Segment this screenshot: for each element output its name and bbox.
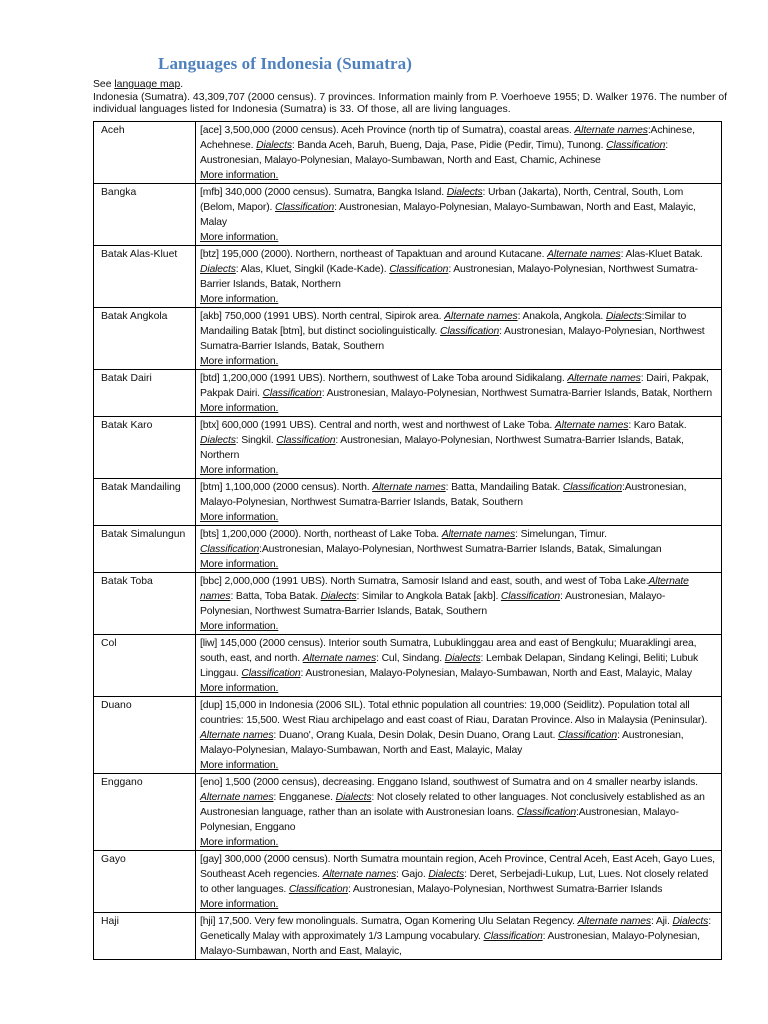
field-text: : Banda Aceh, Baruh, Bueng, Daja, Pase, Pidie (Pedir, Timu), Tunong. — [291, 140, 607, 151]
language-description — [196, 774, 722, 851]
more-information-link[interactable]: More information. — [200, 512, 279, 523]
field-text: : Austronesian, Malayo-Polynesian, Malayo-Sumbawan, North and East, Malayic, Malay — [200, 730, 684, 756]
language-map-link[interactable]: language map — [114, 79, 181, 90]
field-text: [akb] 750,000 (1991 UBS). North central, Sipirok area. — [200, 311, 445, 322]
field-label: Alternate names — [200, 792, 274, 803]
language-row — [94, 913, 722, 960]
field-label: Classification — [262, 388, 322, 399]
see-map-line — [93, 79, 733, 92]
field-text: : Engganese. — [273, 792, 336, 803]
see-suffix: . — [180, 79, 184, 90]
language-name: Batak Alas-Kluet — [94, 246, 196, 308]
field-text: : Austronesian, Malayo-Polynesian, Malayo-Sumbawan, North and East, Malayic, Malay — [300, 668, 692, 679]
field-label: Alternate names — [444, 311, 518, 322]
language-row — [94, 526, 722, 573]
language-description — [196, 479, 722, 526]
more-information-link[interactable]: More information. — [200, 465, 279, 476]
field-label: Dialects — [672, 916, 709, 927]
field-label: Alternate names — [200, 730, 274, 741]
language-description — [196, 370, 722, 417]
field-label: Classification — [389, 264, 449, 275]
more-information-link[interactable]: More information. — [200, 170, 279, 181]
field-text: : Dairi, Pakpak, Pakpak Dairi. — [200, 373, 709, 399]
field-text: [ace] 3,500,000 (2000 census). Aceh Province (north tip of Sumatra), coastal areas. — [200, 125, 575, 136]
field-label: Dialects — [335, 792, 372, 803]
more-information-link[interactable]: More information. — [200, 899, 279, 910]
field-text: : Singkil. — [235, 435, 277, 446]
language-description — [196, 308, 722, 370]
field-label: Classification — [200, 544, 260, 555]
field-label: Classification — [606, 140, 666, 151]
language-name: Batak Toba — [94, 573, 196, 635]
more-information-link[interactable]: More information. — [200, 232, 279, 243]
more-information-link[interactable]: More information. — [200, 403, 279, 414]
field-text: : Gajo. — [396, 869, 429, 880]
field-label: Classification — [241, 668, 301, 679]
field-text: : Austronesian, Malayo-Polynesian, Northwest Sumatra-Barrier Islands, Batak, Northern — [200, 435, 684, 461]
field-text: : Austronesian, Malayo-Polynesian, Northwest Sumatra-Barrier Islands, Batak, Northern — [321, 388, 713, 399]
field-text: [eno] 1,500 (2000 census), decreasing. Enggano Island, southwest of Sumatra and on 4 smaller nearby islands. — [200, 777, 698, 788]
field-text: : Similar to Angkola Batak [akb]. — [356, 591, 501, 602]
field-text: [btd] 1,200,000 (1991 UBS). Northern, southwest of Lake Toba around Sidikalang. — [200, 373, 568, 384]
field-text: : Aji. — [650, 916, 673, 927]
field-label: Alternate names — [547, 249, 621, 260]
field-label: Dialects — [200, 435, 236, 446]
field-label: Alternate names — [322, 869, 397, 880]
field-text: : Anakola, Angkola. — [517, 311, 606, 322]
language-description — [196, 851, 722, 913]
language-name: Duano — [94, 697, 196, 774]
more-information-link[interactable]: More information. — [200, 760, 279, 771]
more-information-link[interactable]: More information. — [200, 294, 279, 305]
language-name: Batak Mandailing — [94, 479, 196, 526]
field-text: : Alas-Kluet Batak. — [620, 249, 703, 260]
language-row — [94, 573, 722, 635]
field-label: Classification — [276, 435, 336, 446]
field-text: : Lembak Delapan, Sindang Kelingi, Beliti; Lubuk Linggau. — [200, 653, 699, 679]
language-row — [94, 370, 722, 417]
language-description — [196, 184, 722, 246]
field-label: Dialects — [605, 311, 642, 322]
field-text: : Austronesian, Malayo-Polynesian, Northwest Sumatra-Barrier Islands, Batak, Southern — [200, 326, 705, 352]
language-name: Batak Angkola — [94, 308, 196, 370]
language-name: Gayo — [94, 851, 196, 913]
field-text: :Similar to Mandailing Batak [btm], but distinct sociolinguistically. — [200, 311, 687, 337]
field-text: : Austronesian, Malayo-Polynesian, Northwest Sumatra-Barrier Islands — [347, 884, 663, 895]
language-row — [94, 635, 722, 697]
intro-description: Indonesia (Sumatra). 43,309,707 (2000 census). 7 provinces. Information mainly from P. Voerhoeve 1955; D. Walker 1976. The number of individual languages listed for Indonesia (Sumatra) is 33. Of those, all are living languages. — [93, 91, 727, 115]
language-name: Enggano — [94, 774, 196, 851]
field-text: : Austronesian, Malayo-Polynesian, Northwest Sumatra-Barrier Islands, Batak, Southern — [200, 591, 666, 617]
language-description — [196, 697, 722, 774]
field-text: [bbc] 2,000,000 (1991 UBS). North Sumatra, Samosir Island and east, south, and west of Toba Lake. — [200, 576, 649, 587]
field-label: Alternate names — [200, 576, 689, 602]
field-label: Classification — [483, 931, 543, 942]
field-label: Dialects — [200, 264, 236, 275]
field-text: : Simelungan, Timur. — [515, 529, 607, 540]
field-text: [mfb] 340,000 (2000 census). Sumatra, Bangka Island. — [200, 187, 447, 198]
field-text: [btx] 600,000 (1991 UBS). Central and north, west and northwest of Lake Toba. — [200, 420, 555, 431]
field-label: Classification — [516, 807, 576, 818]
field-text: [dup] 15,000 in Indonesia (2006 SIL). Total ethnic population all countries: 19,000 (Seidlitz). Population total all countries: 15,500. West Riau archipelago and east coast of Riau, Daratan Province. Also in Malaysia (Peninsular). — [200, 700, 708, 726]
field-text: : Cul, Sindang. — [376, 653, 445, 664]
field-label: Dialects — [320, 591, 357, 602]
field-text: :Achinese, Achehnese. — [200, 125, 695, 151]
language-row — [94, 774, 722, 851]
language-description — [196, 526, 722, 573]
field-text: : Batta, Mandailing Batak. — [445, 482, 563, 493]
field-text: : Austronesian, Malayo-Polynesian, Malayo-Sumbawan, North and East, Malayic, — [200, 931, 700, 957]
field-text: : Batta, Toba Batak. — [230, 591, 321, 602]
field-label: Dialects — [256, 140, 292, 151]
field-text: : Karo Batak. — [628, 420, 687, 431]
field-text: :Austronesian, Malayo-Polynesian, Northwest Sumatra-Barrier Islands, Batak, Southern — [200, 482, 687, 508]
language-name: Bangka — [94, 184, 196, 246]
languages-table-body — [94, 122, 722, 960]
field-label: Classification — [440, 326, 500, 337]
language-description — [196, 913, 722, 960]
field-text: : Duano', Orang Kuala, Desin Dolak, Desin Duano, Orang Laut. — [273, 730, 558, 741]
language-description — [196, 635, 722, 697]
field-text: : Alas, Kluet, Singkil (Kade-Kade). — [235, 264, 390, 275]
field-label: Dialects — [446, 187, 483, 198]
field-label: Dialects — [428, 869, 465, 880]
more-information-link[interactable]: More information. — [200, 837, 279, 848]
field-label: Classification — [557, 730, 618, 741]
field-text: : Urban (Jakarta), North, Central, South, Lom (Belom, Mapor). — [200, 187, 684, 213]
language-row — [94, 697, 722, 774]
field-label: Alternate names — [302, 653, 377, 664]
page-title: Languages of Indonesia (Sumatra) — [158, 54, 412, 73]
field-text: [bts] 1,200,000 (2000). North, northeast of Lake Toba. — [200, 529, 442, 540]
see-prefix: See — [93, 79, 115, 90]
field-text: : Genetically Malay with approximately 1/3 Lampung vocabulary. — [200, 916, 711, 942]
language-row — [94, 184, 722, 246]
field-label: Alternate names — [372, 482, 446, 493]
field-label: Classification — [288, 884, 348, 895]
field-text: : Not closely related to other languages. Not conclusively established as an Austronesian language, rather than an isolate with Austronesian loans. — [200, 792, 705, 818]
language-row — [94, 246, 722, 308]
field-text: [hji] 17,500. Very few monolinguals. Sumatra, Ogan Komering Ulu Selatan Regency. — [200, 916, 578, 927]
field-label: Dialects — [444, 653, 481, 664]
language-description — [196, 122, 722, 184]
field-text: [btm] 1,100,000 (2000 census). North. — [200, 482, 373, 493]
field-text: : Austronesian, Malayo-Polynesian, Malayo-Sumbawan, North and East, Malayic, Malay — [200, 202, 696, 228]
language-description — [196, 417, 722, 479]
field-text: : Austronesian, Malayo-Polynesian, Northwest Sumatra-Barrier Islands, Batak, Northern — [200, 264, 698, 290]
language-row — [94, 417, 722, 479]
language-name: Col — [94, 635, 196, 697]
field-label: Classification — [274, 202, 335, 213]
field-label: Classification — [562, 482, 622, 493]
language-row — [94, 479, 722, 526]
field-text: [gay] 300,000 (2000 census). North Sumatra mountain region, Aceh Province, Central Aceh, East Aceh, Gayo Lues, Southeast Aceh regencies. — [200, 854, 715, 880]
field-text: [liw] 145,000 (2000 census). Interior south Sumatra, Lubuklinggau area and east of Bengkulu; Muaraklingi area, south, east, and north. — [200, 638, 697, 664]
field-text: : Austronesian, Malayo-Polynesian, Malayo-Sumbawan, North and East, Chamic, Achinese — [200, 140, 669, 166]
language-description — [196, 246, 722, 308]
more-information-link[interactable]: More information. — [200, 356, 279, 367]
language-name: Batak Dairi — [94, 370, 196, 417]
field-text: :Austronesian, Malayo-Polynesian, Northwest Sumatra-Barrier Islands, Batak, Simalungan — [259, 544, 662, 555]
field-text: [btz] 195,000 (2000). Northern, northeast of Tapaktuan and around Kutacane. — [200, 249, 548, 260]
language-name: Aceh — [94, 122, 196, 184]
more-information-link[interactable]: More information. — [200, 683, 279, 694]
language-row — [94, 122, 722, 184]
language-row — [94, 851, 722, 913]
more-information-link[interactable]: More information. — [200, 559, 279, 570]
language-description — [196, 573, 722, 635]
field-text: : Deret, Serbejadi-Lukup, Lut, Lues. Not closely related to other languages. — [200, 869, 709, 895]
field-label: Alternate names — [574, 125, 648, 136]
field-label: Alternate names — [577, 916, 651, 927]
field-text: :Austronesian, Malayo-Polynesian, Enggano — [200, 807, 679, 833]
more-information-link[interactable]: More information. — [200, 621, 279, 632]
field-label: Alternate names — [567, 373, 641, 384]
field-label: Alternate names — [441, 529, 516, 540]
language-row — [94, 308, 722, 370]
language-name: Batak Karo — [94, 417, 196, 479]
languages-table — [93, 121, 722, 960]
language-name: Batak Simalungun — [94, 526, 196, 573]
language-name: Haji — [94, 913, 196, 960]
intro — [93, 79, 733, 117]
field-label: Alternate names — [554, 420, 629, 431]
field-label: Classification — [500, 591, 561, 602]
